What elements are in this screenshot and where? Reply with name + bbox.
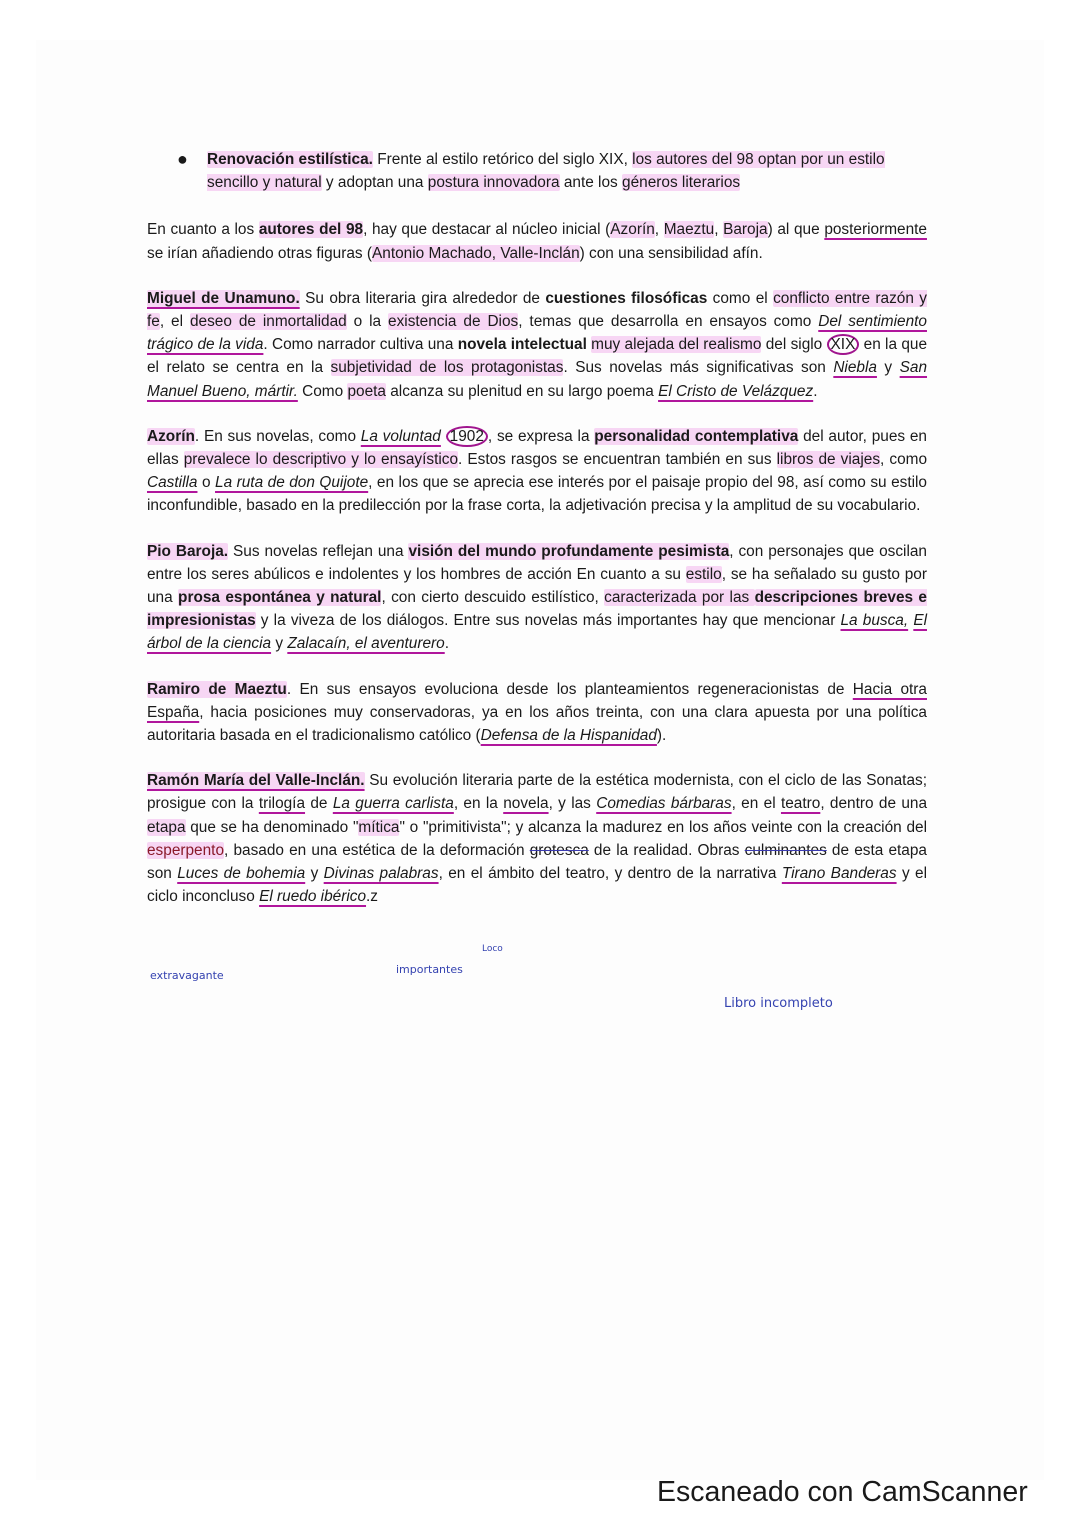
work-title: El árbol de la ciencia — [147, 612, 927, 653]
work-title: La ruta de don Quijote — [215, 474, 369, 492]
work-title: El Cristo de Velázquez — [658, 382, 814, 400]
azorin-paragraph: Azorín. En sus novelas, como La voluntad 1902 , se expresa la personalidad contemplativa del autor, pues en ellas prevalece lo descriptivo y lo ensayístico. Estos rasgos se encuentran también en sus libros de viajes, como Castilla o La ruta de don Quijote, en los que se aprecia ese interés por el paisaje propio del 98, así como su estilo inconfundible, basado en la predilección por la frase corta, la adjetivación precisa y la amplitud de su vocabulario. — [147, 427, 928, 515]
handwritten-note: extravagante — [150, 969, 224, 982]
work-title: El ruedo ibérico — [259, 888, 367, 906]
bullet-renovacion: ● Renovación estilística. Frente al estilo retórico del siglo XIX, los autores del 98 optan por un estilo sencillo y natural y adoptan una postura innovadora ante los géneros literarios — [147, 148, 927, 194]
valle-inclan-paragraph: Ramón María del Valle-Inclán. Su evolución literaria parte de la estética modernista, con el ciclo de las Sonatas; prosigue con la trilogía de La guerra carlista, en la novela, y las Comedias bárbaras, en el teatro, dentro de una etapa que se ha denominado "mítica" o "primitivista"; y alcanza la madurez en los años veinte con la creación del esperpento, basado en una estética de la deformación grotesca de la realidad. Obras culminantes de esta etapa son Luces de bohemia y Divinas palabras, en el ámbito del teatro, y dentro de la narrativa Tirano Banderas y el ciclo inconcluso El ruedo ibérico.z — [147, 772, 928, 906]
document-body — [147, 148, 927, 930]
work-title: Zalacaín, el aventurero — [287, 635, 445, 653]
author-heading: Azorín — [147, 427, 195, 445]
work-title: Divinas palabras — [323, 865, 439, 883]
handwritten-note: importantes — [396, 963, 463, 976]
author-heading: Ramiro de Maeztu — [147, 680, 287, 698]
circled-annotation: 1902 — [446, 426, 488, 447]
intro-paragraph: En cuanto a los autores del 98, hay que destacar al núcleo inicial (Azorín, Maeztu, Baroja) al que posteriormente se irían añadiendo otras figuras (Antonio Machado, Valle-Inclán) con una sensibilidad afín. — [147, 221, 927, 262]
handwritten-note: Loco — [482, 944, 503, 954]
work-title: Defensa de la Hispanidad — [480, 727, 657, 745]
author-heading: Miguel de Unamuno. — [147, 289, 300, 307]
baroja-paragraph: Pio Baroja. Sus novelas reflejan una visión del mundo profundamente pesimista, con personajes que oscilan entre los seres abúlicos e indolentes y los hombres de acción En cuanto a su estilo, se ha señalado su gusto por una prosa espontánea y natural, con cierto descuido estilístico, caracterizada por las descripciones breves e impresionistas y la viveza de los diálogos. Entre sus novelas más importantes hay que mencionar La busca, El árbol de la ciencia y Zalacaín, el aventurero. — [147, 542, 927, 653]
work-title: Niebla — [833, 359, 877, 377]
work-title: Castilla — [147, 474, 198, 492]
work-title: La guerra carlista — [332, 795, 454, 813]
work-title: Luces de bohemia — [177, 865, 306, 883]
work-title: Tirano Banderas — [781, 865, 897, 883]
author-heading: Pio Baroja. — [147, 542, 229, 560]
work-title: La busca, — [840, 612, 909, 630]
handwritten-note: Libro incompleto — [724, 996, 833, 1011]
work-title: Hacia otra España — [147, 680, 927, 721]
work-title: Del sentimiento trágico de la vida — [147, 313, 927, 354]
work-title: La voluntad — [360, 427, 441, 445]
bullet-title: Renovación estilística. — [207, 151, 373, 168]
unamuno-paragraph: Miguel de Unamuno. Su obra literaria gira alrededor de cuestiones filosóficas como el conflicto entre razón y fe, el deseo de inmortalidad o la existencia de Dios, temas que desarrolla en ensayos como Del sentimiento trágico de la vida. Como narrador cultiva una novela intelectual muy alejada del realismo del siglo XIX en la que el relato se centra en la subjetividad de los protagonistas. Sus novelas más significativas son Niebla y San Manuel Bueno, mártir. Como poeta alcanza su plenitud en su largo poema El Cristo de Velázquez. — [147, 289, 928, 400]
circled-annotation: XIX — [827, 334, 860, 355]
author-heading: Ramón María del Valle-Inclán. — [147, 772, 365, 790]
work-title: San Manuel Bueno, mártir. — [147, 359, 928, 400]
camscanner-watermark: Escaneado con CamScanner — [657, 1476, 1028, 1508]
work-title: Comedias bárbaras — [596, 795, 732, 813]
maeztu-paragraph: Ramiro de Maeztu. En sus ensayos evoluciona desde los planteamientos regeneracionistas de Hacia otra España, hacia posiciones muy conservadoras, ya en los años treinta, con una clara apuesta por una política autoritaria basada en el tradicionalismo católico (Defensa de la Hispanidad). — [147, 680, 927, 745]
bullet-icon: ● — [177, 149, 188, 169]
